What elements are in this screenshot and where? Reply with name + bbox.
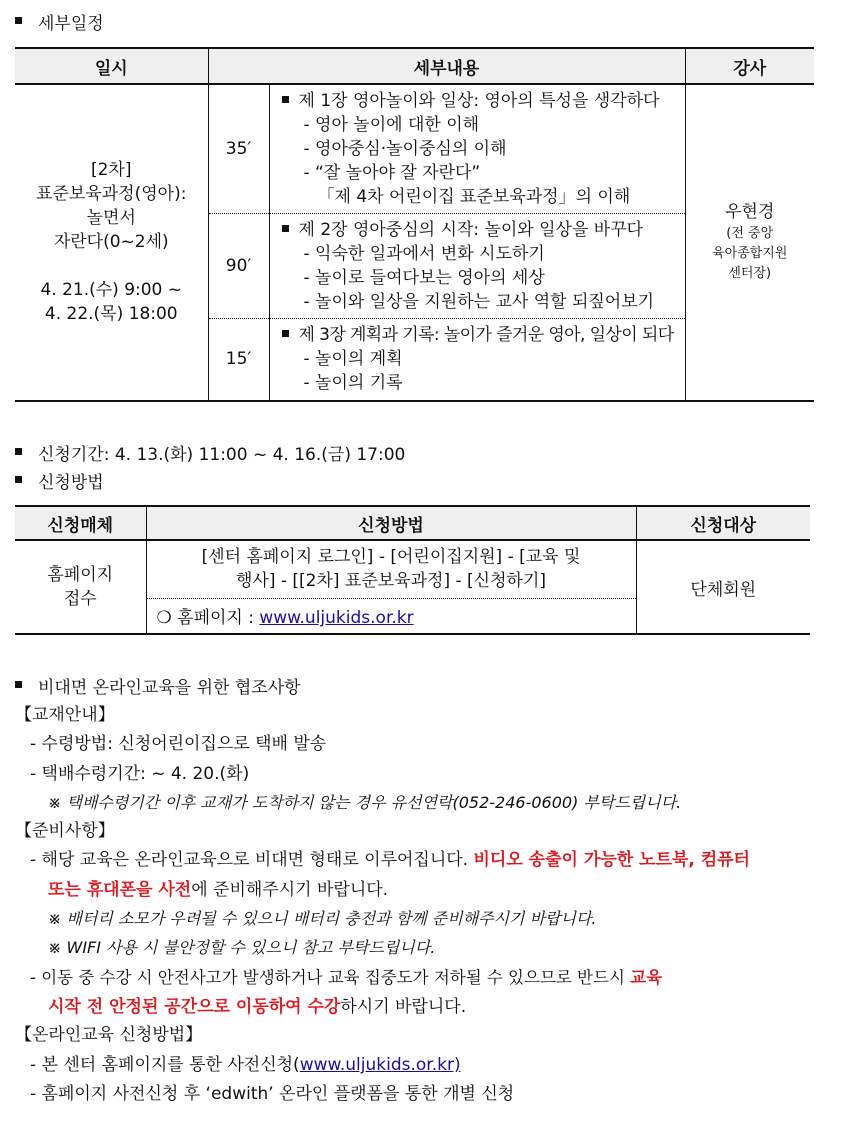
bullet-square (282, 330, 289, 337)
online-item-2: - 홈페이지 사전신청 후 ‘edwith’ 온라인 플랫폼을 통한 개별 신청 (30, 1084, 515, 1104)
chapter-item: - 익숙한 일과에서 변화 시도하기 (303, 244, 545, 264)
chapter-item: - 놀이와 일상을 지원하는 교사 역할 되짚어보기 (303, 292, 655, 312)
prep-header: 【준비사항】 (15, 821, 115, 841)
prep-item-2-cont (48, 992, 466, 1022)
instructor-note: (전 중앙 (726, 226, 774, 242)
prep-highlight: 또는 휴대폰을 사전 (48, 880, 192, 900)
course-line (15, 254, 208, 278)
instructor-note: 센터장) (728, 266, 772, 282)
header-medium: 신청매체 (15, 506, 146, 540)
course-date-end: 4. 22.(목) 18:00 (44, 304, 178, 325)
course-line: [2차] (90, 160, 132, 181)
chapter-title: 제 1장 영아놀이와 일상: 영아의 특성을 생각하다 (298, 91, 660, 111)
bullet-square (282, 225, 289, 232)
time-cell: 90′ (208, 214, 269, 319)
prep-text: - 해당 교육은 온라인교육으로 비대면 형태로 이루어집니다. (30, 850, 474, 870)
header-instructor: 강사 (685, 48, 814, 84)
course-info (15, 84, 208, 401)
instructor-note: 육아종합지원 (712, 246, 788, 262)
header-method: 신청방법 (146, 506, 636, 540)
chapter-item: - 놀이의 기록 (303, 373, 403, 394)
section-title-schedule: 세부일정 (38, 14, 104, 34)
application-period: 신청기간: 4. 13.(화) 11:00 ~ 4. 16.(금) 17:00 (38, 445, 406, 465)
prep-item-1 (30, 845, 750, 875)
chapter-item: - 놀이의 계획 (303, 349, 403, 370)
time-cell: 15′ (208, 319, 269, 401)
medium-line: 홈페이지 (47, 565, 114, 585)
prep-highlight: 시작 전 안정된 공간으로 이동하여 수강 (48, 997, 341, 1017)
chapter-item: - 영아중심·놀이중심의 이해 (303, 139, 507, 159)
prep-text: - 이동 중 수강 시 안전사고가 발생하거나 교육 집중도가 저하될 수 있으므로 반드시 (30, 968, 631, 987)
prep-item-2 (30, 963, 662, 993)
textbook-item: - 택배수령기간: ~ 4. 20.(화) (30, 764, 250, 784)
textbook-header: 【교재안내】 (15, 705, 115, 725)
prep-note: ※ 배터리 소모가 우려될 수 있으니 배터리 충전과 함께 준비해주시기 바랍니다. (48, 909, 597, 928)
course-line: 자란다(0~2세) (53, 232, 169, 253)
chapter-item: - 영아 놀이에 대한 이해 (303, 115, 480, 135)
method-steps (146, 540, 636, 598)
prep-text: 하시기 바랍니다. (340, 997, 467, 1017)
course-line: 놀면서 (86, 208, 136, 229)
notice-title: 비대면 온라인교육을 위한 협조사항 (38, 678, 301, 698)
online-header: 【온라인교육 신청방법】 (15, 1025, 203, 1045)
instructor-name: 우현경 (725, 202, 775, 223)
prep-note: ※ WIFI 사용 시 불안정할 수 있으니 참고 부탁드립니다. (48, 938, 436, 957)
medium-line: 접수 (63, 589, 97, 609)
bullet-square (282, 96, 289, 103)
header-target: 신청대상 (636, 506, 810, 540)
header-details: 세부내용 (208, 48, 685, 84)
chapter-2 (269, 214, 685, 319)
homepage-link[interactable]: www.uljukids.or.kr (259, 608, 414, 629)
bullet-square (15, 448, 22, 455)
bullet-square (15, 681, 22, 688)
application-method-title: 신청방법 (38, 473, 104, 493)
bullet-square (15, 476, 22, 483)
chapter-title: 제 2장 영아중심의 시작: 놀이와 일상을 바꾸다 (298, 220, 644, 240)
medium-cell (15, 540, 146, 634)
online-item-1 (30, 1050, 461, 1080)
chapter-item: - “잘 놀아야 잘 자란다” (303, 163, 481, 183)
homepage-label: ❍ 홈페이지 : (156, 608, 260, 629)
application-table (15, 505, 810, 635)
bullet-square (15, 17, 22, 24)
schedule-table (15, 47, 814, 402)
method-line: 행사] - [[2차] 표준보육과정] - [신청하기] (235, 571, 546, 592)
prep-text: 에 준비해주시기 바랍니다. (191, 880, 389, 900)
header-datetime: 일시 (15, 48, 208, 84)
chapter-title: 제 3장 계획과 기록: 놀이가 즐거운 영아, 일상이 되다 (298, 325, 674, 346)
course-line: 표준보육과정(영아): (36, 184, 187, 205)
chapter-1 (269, 84, 685, 214)
method-line: [센터 홈페이지 로그인] - [어린이집지원] - [교육 및 (201, 547, 581, 568)
prep-item-1-cont (48, 875, 388, 905)
homepage-cell (146, 598, 636, 634)
target-cell: 단체회원 (636, 540, 810, 634)
instructor-cell (685, 84, 814, 401)
course-date-start: 4. 21.(수) 9:00 ~ (40, 280, 183, 301)
homepage-link[interactable]: www.uljukids.or.kr) (299, 1055, 461, 1075)
prep-highlight: 교육 (630, 968, 663, 987)
textbook-note: ※ 택배수령기간 이후 교재가 도착하지 않는 경우 유선연락(052-246-0600) 부탁드립니다. (48, 793, 682, 812)
time-cell: 35′ (208, 84, 269, 214)
textbook-item: - 수령방법: 신청어린이집으로 택배 발송 (30, 734, 327, 754)
prep-highlight: 비디오 송출이 가능한 노트북, 컴퓨터 (473, 850, 750, 870)
chapter-item: 「제 4차 어린이집 표준보육과정」의 이해 (317, 187, 631, 207)
online-text: - 본 센터 홈페이지를 통한 사전신청( (30, 1055, 300, 1075)
chapter-3 (269, 319, 685, 401)
chapter-item: - 놀이로 들여다보는 영아의 세상 (303, 268, 545, 288)
